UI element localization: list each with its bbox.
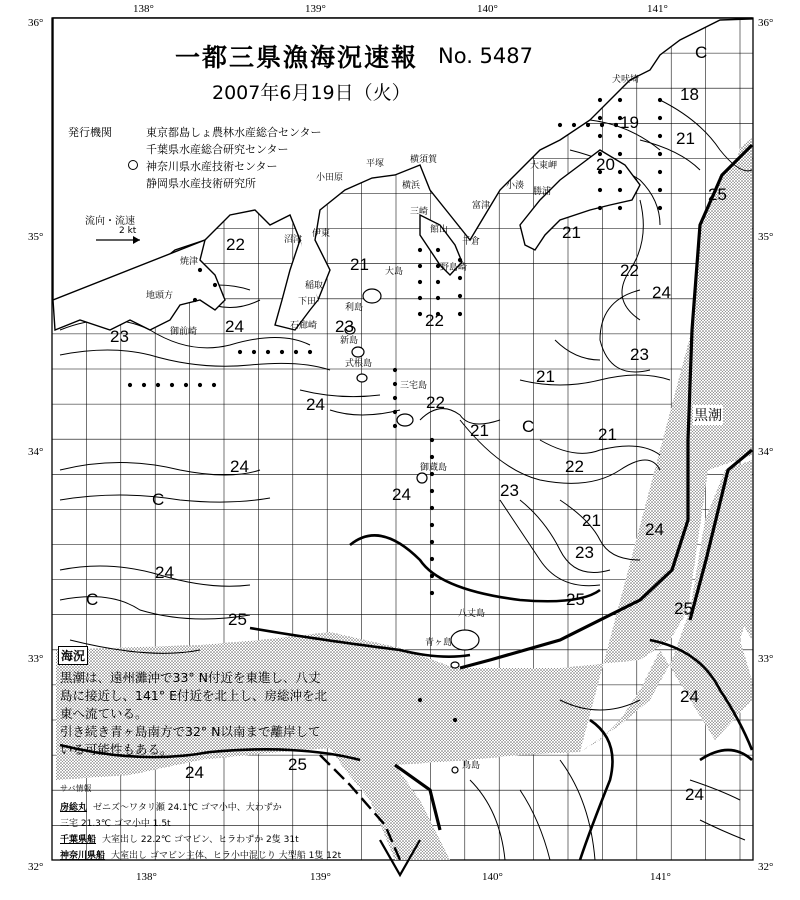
isotherm-label-24: 24 <box>392 485 411 504</box>
saba-detail: 大室出し 22.2℃ ゴマビン、ヒラわずか 2隻 31t <box>102 835 299 845</box>
lat-label-32-right: 32° <box>758 861 774 873</box>
observation-dot <box>618 206 622 210</box>
isotherm-label-25: 25 <box>708 185 727 204</box>
lat-label-33-left: 33° <box>28 653 44 665</box>
lon-label-141-bottom: 141° <box>650 871 671 883</box>
observation-dot <box>308 350 312 354</box>
observation-dot <box>280 350 284 354</box>
isotherm-label-18: 18 <box>680 85 699 104</box>
situation-line-5: いる可能性もある。 <box>60 742 173 757</box>
isotherm-label-19: 19 <box>620 113 639 132</box>
lat-label-32-left: 32° <box>28 861 44 873</box>
observation-dot <box>198 268 202 272</box>
saba-vessel: 房総丸 <box>60 803 88 813</box>
observation-dot <box>393 410 397 414</box>
lon-label-138-top: 138° <box>133 3 154 15</box>
observation-dot <box>128 383 132 387</box>
situation-line-3: 東へ流ている。 <box>60 706 148 721</box>
observation-dot <box>430 540 434 544</box>
observation-dot <box>393 424 397 428</box>
observation-dot <box>418 280 422 284</box>
observation-dot <box>618 98 622 102</box>
place-nojimazaki: 野島崎 <box>440 263 468 273</box>
observation-dot <box>658 98 662 102</box>
isotherm-label-22: 22 <box>425 311 444 330</box>
observation-dot <box>393 368 397 372</box>
isotherm-label-21: 21 <box>676 129 695 148</box>
saba-vessel: 千葉県船 <box>60 835 97 845</box>
isotherm-label-21: 21 <box>562 223 581 242</box>
observation-dot <box>393 382 397 386</box>
observation-dot <box>453 718 457 722</box>
place-yokosuka: 横須賀 <box>410 155 438 165</box>
observation-dot <box>458 258 462 262</box>
isotherm-label-24: 24 <box>185 763 204 782</box>
observation-dot <box>418 264 422 268</box>
observation-dot <box>252 350 256 354</box>
isotherm-label-22: 22 <box>620 261 639 280</box>
publishers-label: 発行機関 <box>68 126 112 139</box>
place-jitogata: 地頭方 <box>146 291 174 301</box>
saba-detail: ゼニズ～ワタリ瀬 24.1℃ ゴマ小中、大わずか <box>93 803 282 813</box>
observation-dot <box>658 188 662 192</box>
observation-dot <box>418 312 422 316</box>
observation-dot <box>436 280 440 284</box>
observation-dot <box>418 296 422 300</box>
lat-label-33-right: 33° <box>758 653 774 665</box>
isotherm-label-23: 23 <box>500 481 519 500</box>
publisher-kanagawa: 神奈川県水産技術センター <box>146 160 278 173</box>
isotherm-label-c: C <box>86 590 99 609</box>
isotherm-label-22: 22 <box>226 235 245 254</box>
lat-label-35-left: 35° <box>28 231 44 243</box>
observation-dot <box>572 123 576 127</box>
place-shimoda: 下田 <box>298 297 317 307</box>
lat-label-34-right: 34° <box>758 446 774 458</box>
observation-dot <box>213 283 217 287</box>
place-omaezaki: 御前崎 <box>170 327 198 337</box>
saba-row <box>60 832 299 845</box>
observation-dot <box>658 152 662 156</box>
place-toshima: 利島 <box>345 303 364 313</box>
place-irozaki: 石廊崎 <box>290 321 318 331</box>
isotherm-label-24: 24 <box>306 395 325 414</box>
isotherm-label-21: 21 <box>470 421 489 440</box>
isotherm-label-c: C <box>695 43 708 62</box>
isotherm-label-22: 22 <box>565 457 584 476</box>
observation-dot <box>418 698 422 702</box>
issue-date: 2007年6月19日（火） <box>212 82 411 104</box>
kuroshio-label: 黒潮 <box>693 405 723 425</box>
isotherm-label-24: 24 <box>652 283 671 302</box>
observation-dot <box>614 123 618 127</box>
lon-label-139-bottom: 139° <box>310 871 331 883</box>
place-hiratsuka: 平塚 <box>366 159 385 169</box>
current-legend-scale: 2 kt <box>119 226 137 236</box>
place-niijima: 新島 <box>340 336 359 346</box>
observation-dot <box>598 134 602 138</box>
lon-label-139-top: 139° <box>305 3 326 15</box>
isotherm-label-21: 21 <box>582 511 601 530</box>
situation-line-1: 黒潮は、遠州灘沖で33° N付近を東進し、八丈 <box>60 670 321 685</box>
place-chikura: 千倉 <box>462 237 481 247</box>
place-mikurajima: 御蔵島 <box>420 463 448 473</box>
observation-dot <box>600 123 604 127</box>
isotherm-label-21: 21 <box>536 367 555 386</box>
observation-dot <box>618 188 622 192</box>
observation-dot <box>430 438 434 442</box>
isotherm-label-20: 20 <box>596 155 615 174</box>
place-misaki: 三崎 <box>410 207 429 217</box>
isotherm-label-21: 21 <box>598 425 617 444</box>
place-miyakejima: 三宅島 <box>400 381 428 391</box>
observation-dot <box>170 383 174 387</box>
publisher-shizuoka: 静岡県水産技術研究所 <box>146 177 256 190</box>
observation-dot <box>430 489 434 493</box>
isotherm-label-c: C <box>152 490 165 509</box>
place-inatori: 稲取 <box>305 281 324 291</box>
isotherm-label-25: 25 <box>674 599 693 618</box>
isotherm-label-24: 24 <box>155 563 174 582</box>
isotherm-label-25: 25 <box>566 590 585 609</box>
saba-detail: 三宅 21.3℃ ゴマ小中 1.5t <box>60 819 171 829</box>
isotherm-label-c: C <box>522 417 535 436</box>
observation-dot <box>558 123 562 127</box>
place-ito: 伊東 <box>312 229 331 239</box>
situation-line-4: 引き続き青ヶ島南方で32° N以南まで離岸して <box>60 724 321 739</box>
situation-title: 海況 <box>58 646 88 665</box>
issue-number: No. 5487 <box>438 44 533 68</box>
observation-dot <box>193 298 197 302</box>
observation-dot <box>430 591 434 595</box>
observation-dot <box>586 123 590 127</box>
isotherm-label-21: 21 <box>350 255 369 274</box>
observation-dot <box>658 116 662 120</box>
isotherm-label-23: 23 <box>575 543 594 562</box>
observation-dot <box>618 152 622 156</box>
saba-detail: 大室出し ゴマビン主体、ヒラ小中混じり 大型船 1隻 12t <box>111 851 342 861</box>
observation-dot <box>458 276 462 280</box>
saba-info-title: サバ情報 <box>60 784 92 793</box>
place-oshima: 大島 <box>385 267 404 277</box>
isotherm-label-24: 24 <box>680 687 699 706</box>
saba-row <box>60 848 341 861</box>
observation-dot <box>184 383 188 387</box>
place-aogashima: 青ヶ島 <box>425 638 453 648</box>
publisher-chiba: 千葉県水産総合研究センター <box>146 143 289 156</box>
lon-label-140-bottom: 140° <box>482 871 503 883</box>
observation-dot <box>430 455 434 459</box>
observation-dot <box>598 188 602 192</box>
place-kominato: 小湊 <box>506 181 525 191</box>
place-tateyama: 館山 <box>430 225 449 235</box>
lon-label-138-bottom: 138° <box>136 871 157 883</box>
isotherm-label-23: 23 <box>110 327 129 346</box>
place-yokohama: 横浜 <box>402 181 421 191</box>
isotherm-label-24: 24 <box>230 457 249 476</box>
lon-label-141-top: 141° <box>647 3 668 15</box>
observation-dot <box>598 116 602 120</box>
observation-dot <box>198 383 202 387</box>
lat-label-35-right: 35° <box>758 231 774 243</box>
bulletin-title: 一都三県漁海況速報 <box>175 43 419 72</box>
observation-dot <box>418 248 422 252</box>
current-legend-label: 流向・流速 <box>85 216 135 227</box>
observation-dot <box>658 206 662 210</box>
observation-dot <box>430 574 434 578</box>
observation-dot <box>142 383 146 387</box>
observation-dot <box>430 506 434 510</box>
place-inubozaki: 犬吠埼 <box>612 75 640 85</box>
place-torishima: 鳥島 <box>462 761 481 771</box>
lon-label-140-top: 140° <box>477 3 498 15</box>
observation-dot <box>598 206 602 210</box>
observation-dot <box>436 248 440 252</box>
observation-dot <box>238 350 242 354</box>
kanagawa-marker-icon <box>128 160 138 170</box>
place-futtsu: 富津 <box>472 201 491 211</box>
isotherm-label-24: 24 <box>225 317 244 336</box>
observation-dot <box>658 170 662 174</box>
place-taitomisaki: 大東岬 <box>530 161 558 171</box>
saba-vessel: 神奈川県船 <box>60 851 106 861</box>
observation-dot <box>393 396 397 400</box>
situation-line-2: 島に接近し、141° E付近を北上し、房総沖を北 <box>60 688 327 703</box>
isotherm-label-25: 25 <box>228 610 247 629</box>
lat-label-36-left: 36° <box>28 17 44 29</box>
isotherm-label-22: 22 <box>426 393 445 412</box>
place-yaizu: 焼津 <box>180 257 199 267</box>
place-odawara: 小田原 <box>316 173 344 183</box>
isotherm-label-23: 23 <box>630 345 649 364</box>
observation-dot <box>430 557 434 561</box>
lat-label-34-left: 34° <box>28 446 44 458</box>
observation-dot <box>618 134 622 138</box>
isotherm-label-25: 25 <box>288 755 307 774</box>
isotherm-label-24: 24 <box>645 520 664 539</box>
observation-dot <box>294 350 298 354</box>
observation-dot <box>436 296 440 300</box>
saba-row <box>60 816 171 829</box>
observation-dot <box>458 294 462 298</box>
observation-dot <box>156 383 160 387</box>
place-numazu: 沼津 <box>284 235 303 245</box>
place-hachijojima: 八丈島 <box>458 609 486 619</box>
observation-dot <box>618 170 622 174</box>
observation-dot <box>658 134 662 138</box>
observation-dot <box>598 98 602 102</box>
observation-dot <box>266 350 270 354</box>
observation-dot <box>430 523 434 527</box>
saba-row <box>60 800 282 813</box>
place-katsuura: 勝浦 <box>533 187 552 197</box>
observation-dot <box>458 312 462 316</box>
place-shikinejima: 式根島 <box>345 359 373 369</box>
lat-label-36-right: 36° <box>758 17 774 29</box>
isotherm-label-24: 24 <box>685 785 704 804</box>
observation-dot <box>212 383 216 387</box>
isotherm-label-23: 23 <box>335 317 354 336</box>
publisher-tokyo: 東京都島しょ農林水産総合センター <box>146 126 322 139</box>
